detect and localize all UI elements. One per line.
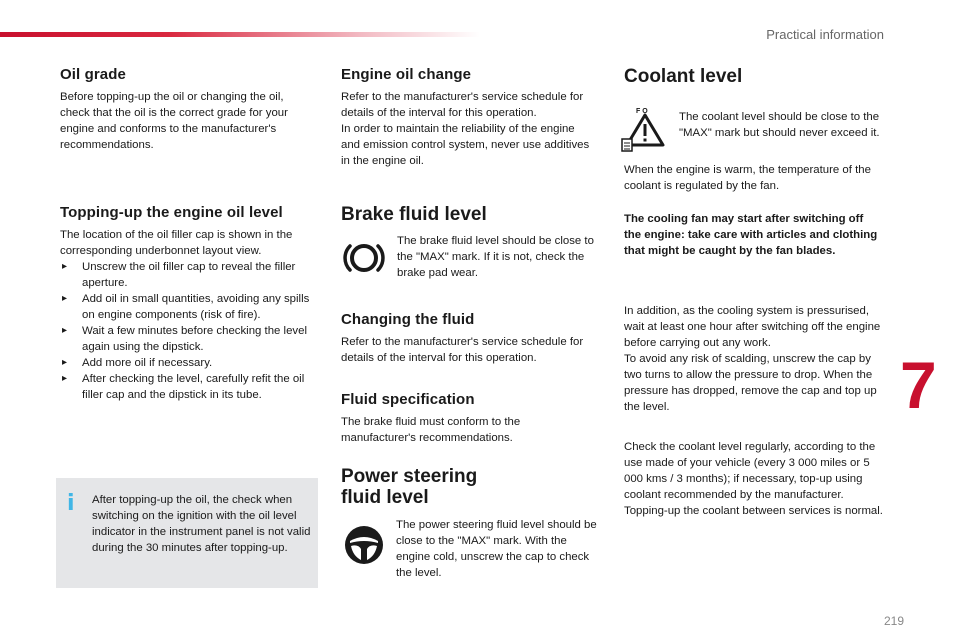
info-box-text: After topping-up the oil, the check when switching on the ignition with the oil level indicator in the instrument panel is not valid during the 30 minutes after topping-up. <box>92 494 311 554</box>
section-title: Practical information <box>766 27 884 42</box>
chapter-number: 7 <box>900 348 937 422</box>
list-item: ▸ Add more oil if necessary. <box>60 355 318 371</box>
changing-fluid-heading: Changing the fluid <box>341 311 475 328</box>
power-steering-heading-line1: Power steering <box>341 466 478 487</box>
list-item: ▸ Wait a few minutes before checking the level again using the dipstick. <box>60 323 318 355</box>
topping-up-steps <box>60 259 318 403</box>
engine-oil-change-text: Refer to the manufacturer's service schedule for details of the interval for this operation. In order to maintain the reliability of the engine and emission control system, never use additives in the engine oil. <box>341 91 590 167</box>
coolant-warm-text: When the engine is warm, the temperature of the coolant is regulated by the fan. <box>624 164 871 192</box>
info-icon: i <box>67 491 75 516</box>
fluid-spec-text: The brake fluid must conform to the manufacturer's recommendations. <box>341 416 521 444</box>
topping-up-intro: The location of the oil filler cap is shown in the corresponding underbonnet layout view. <box>60 229 293 257</box>
coolant-heading: Coolant level <box>624 66 743 87</box>
oil-grade-heading: Oil grade <box>60 66 126 83</box>
coolant-check-text: Check the coolant level regularly, according to the use made of your vehicle (every 3 000 miles or 5 000 kms / 3 months); if necessary, top-up using coolant recommended by the manufacturer. Topping-up the coolant between services is normal. <box>624 441 883 517</box>
power-steering-heading <box>341 466 477 508</box>
page-number: 219 <box>883 614 904 628</box>
coolant-icon-text: The coolant level should be close to the "MAX" mark but should never exceed it. <box>679 111 880 139</box>
power-steering-heading-line2: fluid level <box>341 487 429 508</box>
list-item: ▸ Unscrew the oil filler cap to reveal the filler aperture. <box>60 259 318 291</box>
oil-grade-text: Before topping-up the oil or changing the oil, check that the oil is the correct grade for your engine and conforms to the manufacturer's recommendations. <box>60 91 288 151</box>
warning-icon-label: F O <box>636 108 648 115</box>
list-item: ▸ Add oil in small quantities, avoiding any spills on engine components (risk of fire). <box>60 291 318 323</box>
brake-fluid-text: The brake fluid level should be close to the "MAX" mark. If it is not, check the brake pad wear. <box>397 235 594 279</box>
power-steering-text: The power steering fluid level should be close to the "MAX" mark. With the engine cold, unscrew the cap to check the level. <box>396 519 597 579</box>
list-item: ▸ After checking the level, carefully refit the oil filler cap and the dipstick in its tube. <box>60 371 318 403</box>
cooling-fan-warning: The cooling fan may start after switching off the engine: take care with articles and clothing that might be caught by the fan blades. <box>624 213 878 257</box>
brake-fluid-icon <box>343 237 385 279</box>
header-accent-bar <box>0 32 480 37</box>
info-box <box>56 478 318 588</box>
steering-wheel-icon <box>343 524 385 566</box>
brake-fluid-heading: Brake fluid level <box>341 204 487 225</box>
coolant-pressure-text: In addition, as the cooling system is pressurised, wait at least one hour after switching off the engine before carrying out any work. To avoid any risk of scalding, unscrew the cap by two turns to allow the pressure to drop. When the pressure has dropped, remove the cap and top up the level. <box>624 305 881 413</box>
changing-fluid-text: Refer to the manufacturer's service schedule for details of the interval for this operation. <box>341 336 584 364</box>
fluid-spec-heading: Fluid specification <box>341 391 475 408</box>
topping-up-heading: Topping-up the engine oil level <box>60 204 283 221</box>
engine-oil-change-heading: Engine oil change <box>341 66 472 83</box>
